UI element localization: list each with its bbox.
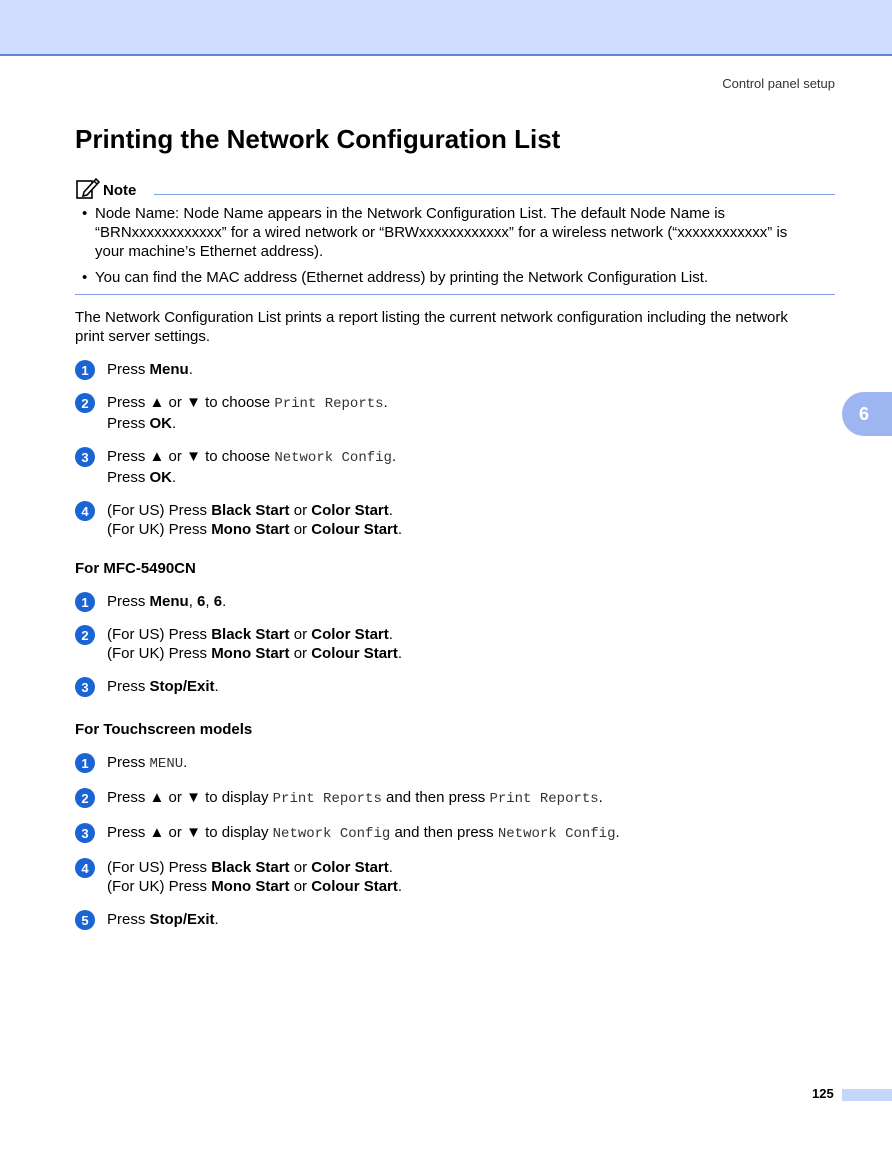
up-arrow-icon: ▲ [149, 394, 165, 411]
step-1: 1 Press Menu. [75, 360, 835, 379]
steps-mfc [75, 592, 835, 710]
note-header [75, 176, 835, 200]
step-number-icon: 2 [75, 393, 95, 413]
down-arrow-icon: ▼ [186, 448, 201, 465]
step-number-icon: 2 [75, 788, 95, 808]
page-title: Printing the Network Configuration List [75, 124, 561, 154]
intro-paragraph: The Network Configuration List prints a report listing the current network configuration including the network print server settings. [75, 309, 788, 345]
step-number-icon: 4 [75, 858, 95, 878]
step-number-icon: 1 [75, 592, 95, 612]
section-label: Control panel setup [722, 76, 835, 91]
chapter-tab[interactable]: 6 [842, 392, 892, 436]
down-arrow-icon: ▼ [186, 824, 201, 841]
step-1: 1 Press Menu, 6, 6. [75, 592, 835, 611]
down-arrow-icon: ▼ [186, 394, 201, 411]
step-number-icon: 4 [75, 501, 95, 521]
step-4: 4 (For US) Press Black Start or Color Start. (For UK) Press Mono Start or Colour Start. [75, 858, 835, 896]
subheading-mfc: For MFC-5490CN [75, 560, 196, 577]
note-label: Note [103, 182, 137, 199]
page-number-bar [842, 1089, 892, 1101]
note-pencil-icon [75, 176, 101, 200]
step-2: 2 Press ▲ or ▼ to choose Print Reports. Press OK. [75, 393, 835, 433]
step-number-icon: 5 [75, 910, 95, 930]
page-number: 125 [812, 1086, 834, 1101]
note-box [75, 176, 835, 295]
step-number-icon: 1 [75, 360, 95, 380]
step-2: 2 (For US) Press Black Start or Color Start. (For UK) Press Mono Start or Colour Start. [75, 625, 835, 663]
note-item: • You can find the MAC address (Ethernet address) by printing the Network Configuration List. [75, 268, 835, 287]
step-3: 3 Press ▲ or ▼ to choose Network Config. Press OK. [75, 447, 835, 487]
step-number-icon: 3 [75, 447, 95, 467]
step-4: 4 (For US) Press Black Start or Color Start. (For UK) Press Mono Start or Colour Start. [75, 501, 835, 539]
subheading-touchscreen: For Touchscreen models [75, 721, 253, 738]
note-divider-top [154, 194, 835, 195]
header-bar [0, 0, 892, 56]
step-1: 1 Press MENU. [75, 753, 835, 774]
up-arrow-icon: ▲ [149, 448, 165, 465]
step-number-icon: 2 [75, 625, 95, 645]
step-number-icon: 3 [75, 823, 95, 843]
steps-touchscreen [75, 753, 835, 943]
note-divider-bottom [75, 294, 835, 295]
step-5: 5 Press Stop/Exit. [75, 910, 835, 929]
step-number-icon: 3 [75, 677, 95, 697]
down-arrow-icon: ▼ [186, 789, 201, 806]
step-2: 2 Press ▲ or ▼ to display Print Reports and then press Print Reports. [75, 788, 835, 809]
steps-default [75, 360, 835, 553]
up-arrow-icon: ▲ [149, 789, 165, 806]
step-3: 3 Press Stop/Exit. [75, 677, 835, 696]
step-number-icon: 1 [75, 753, 95, 773]
step-3: 3 Press ▲ or ▼ to display Network Config and then press Network Config. [75, 823, 835, 844]
up-arrow-icon: ▲ [149, 824, 165, 841]
note-list [75, 204, 835, 287]
note-item: • Node Name: Node Name appears in the Network Configuration List. The default Node Name is “BRNxxxxxxxxxxxx” for a wired network or “BRWxxxxxxxxxxxx” for a wireless network (“xxxxxxxxxxxx” is your machine’s Ethernet address). [75, 204, 835, 261]
